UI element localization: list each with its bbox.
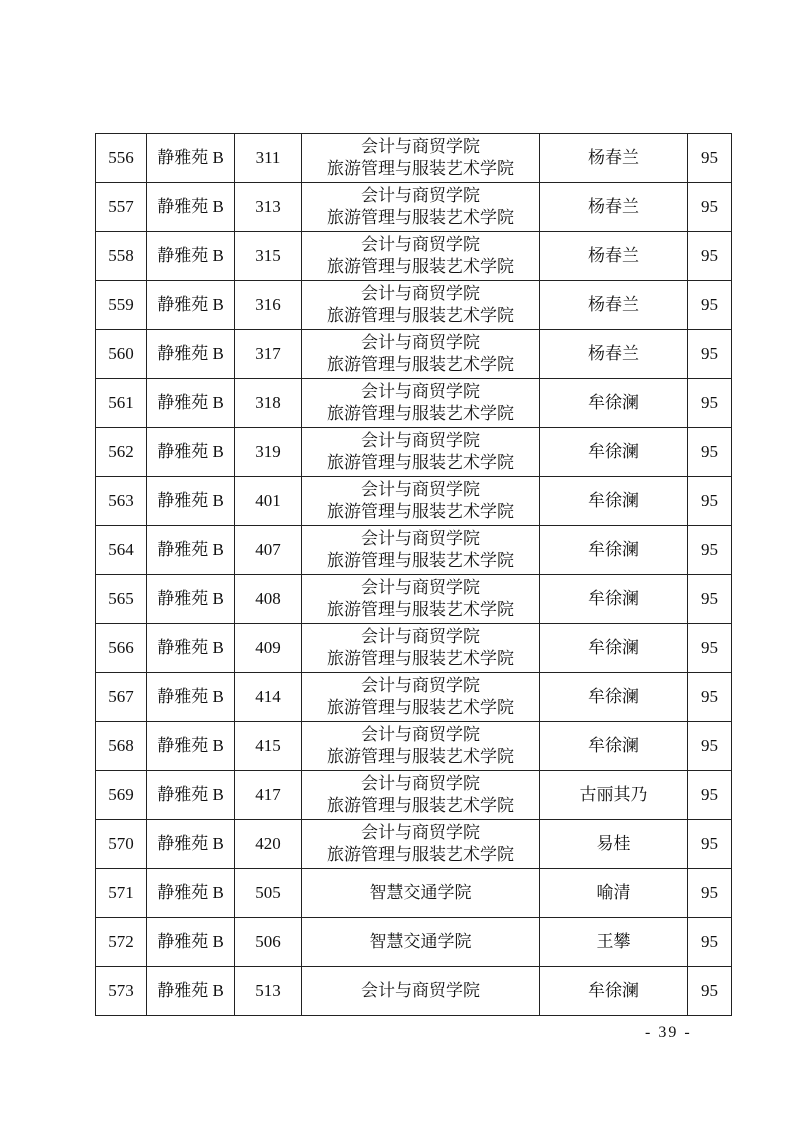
room-number-cell: 409: [235, 624, 302, 673]
college-cell: [302, 281, 540, 330]
college-cell: [302, 918, 540, 967]
responsible-person-cell: 喻清: [540, 869, 688, 918]
table-row: [96, 967, 732, 1016]
score-cell: 95: [688, 183, 732, 232]
responsible-person-cell: 牟徐澜: [540, 673, 688, 722]
score-cell: 95: [688, 771, 732, 820]
table-row: [96, 134, 732, 183]
row-number-cell: 558: [96, 232, 147, 281]
college-name: 会计与商贸学院: [361, 186, 480, 205]
building-cell: 静雅苑 B: [147, 673, 235, 722]
college-name: 旅游管理与服装艺术学院: [327, 502, 514, 521]
dormitory-score-table: [95, 133, 732, 1016]
college-name: 会计与商贸学院: [361, 431, 480, 450]
score-cell: 95: [688, 134, 732, 183]
room-number-cell: 513: [235, 967, 302, 1016]
room-number-cell: 315: [235, 232, 302, 281]
college-cell: [302, 526, 540, 575]
room-number-cell: 414: [235, 673, 302, 722]
table-row: [96, 918, 732, 967]
room-number-cell: 505: [235, 869, 302, 918]
table-row: [96, 820, 732, 869]
college-name: 旅游管理与服装艺术学院: [327, 698, 514, 717]
college-name: 会计与商贸学院: [361, 382, 480, 401]
building-cell: 静雅苑 B: [147, 575, 235, 624]
college-name: 旅游管理与服装艺术学院: [327, 600, 514, 619]
college-name: 智慧交通学院: [369, 883, 472, 902]
row-number-cell: 565: [96, 575, 147, 624]
table-body: [96, 134, 732, 1016]
college-name: 会计与商贸学院: [361, 333, 480, 352]
college-name: 会计与商贸学院: [361, 578, 480, 597]
table-row: [96, 722, 732, 771]
college-name: 会计与商贸学院: [361, 235, 480, 254]
college-cell: [302, 624, 540, 673]
college-name: 会计与商贸学院: [361, 627, 480, 646]
table-row: [96, 624, 732, 673]
page-number: - 39 -: [645, 1024, 692, 1041]
college-cell: [302, 379, 540, 428]
score-cell: 95: [688, 869, 732, 918]
room-number-cell: 319: [235, 428, 302, 477]
responsible-person-cell: 牟徐澜: [540, 428, 688, 477]
score-cell: 95: [688, 624, 732, 673]
college-name: 旅游管理与服装艺术学院: [327, 159, 514, 178]
row-number-cell: 567: [96, 673, 147, 722]
room-number-cell: 311: [235, 134, 302, 183]
building-cell: 静雅苑 B: [147, 771, 235, 820]
college-name: 旅游管理与服装艺术学院: [327, 551, 514, 570]
college-cell: [302, 820, 540, 869]
score-cell: 95: [688, 673, 732, 722]
college-name: 旅游管理与服装艺术学院: [327, 453, 514, 472]
table-row: [96, 379, 732, 428]
college-cell: [302, 722, 540, 771]
college-name: 旅游管理与服装艺术学院: [327, 649, 514, 668]
table-row: [96, 673, 732, 722]
building-cell: 静雅苑 B: [147, 232, 235, 281]
row-number-cell: 557: [96, 183, 147, 232]
score-cell: 95: [688, 477, 732, 526]
building-cell: 静雅苑 B: [147, 281, 235, 330]
college-cell: [302, 771, 540, 820]
score-cell: 95: [688, 918, 732, 967]
building-cell: 静雅苑 B: [147, 330, 235, 379]
score-cell: 95: [688, 722, 732, 771]
score-cell: 95: [688, 232, 732, 281]
responsible-person-cell: 杨春兰: [540, 232, 688, 281]
responsible-person-cell: 易桂: [540, 820, 688, 869]
score-cell: 95: [688, 330, 732, 379]
building-cell: 静雅苑 B: [147, 820, 235, 869]
college-name: 旅游管理与服装艺术学院: [327, 257, 514, 276]
row-number-cell: 569: [96, 771, 147, 820]
responsible-person-cell: 古丽其乃: [540, 771, 688, 820]
table-row: [96, 428, 732, 477]
room-number-cell: 401: [235, 477, 302, 526]
score-cell: 95: [688, 575, 732, 624]
room-number-cell: 317: [235, 330, 302, 379]
score-cell: 95: [688, 379, 732, 428]
table-row: [96, 526, 732, 575]
college-name: 会计与商贸学院: [361, 529, 480, 548]
score-cell: 95: [688, 428, 732, 477]
responsible-person-cell: 杨春兰: [540, 134, 688, 183]
responsible-person-cell: 杨春兰: [540, 183, 688, 232]
responsible-person-cell: 牟徐澜: [540, 575, 688, 624]
college-name: 会计与商贸学院: [361, 823, 480, 842]
responsible-person-cell: 牟徐澜: [540, 526, 688, 575]
row-number-cell: 566: [96, 624, 147, 673]
room-number-cell: 417: [235, 771, 302, 820]
table-row: [96, 477, 732, 526]
college-cell: [302, 232, 540, 281]
room-number-cell: 316: [235, 281, 302, 330]
responsible-person-cell: 王攀: [540, 918, 688, 967]
score-cell: 95: [688, 526, 732, 575]
college-cell: [302, 134, 540, 183]
row-number-cell: 573: [96, 967, 147, 1016]
responsible-person-cell: 杨春兰: [540, 330, 688, 379]
college-name: 会计与商贸学院: [361, 137, 480, 156]
row-number-cell: 571: [96, 869, 147, 918]
row-number-cell: 572: [96, 918, 147, 967]
row-number-cell: 560: [96, 330, 147, 379]
college-name: 旅游管理与服装艺术学院: [327, 404, 514, 423]
row-number-cell: 570: [96, 820, 147, 869]
college-cell: [302, 967, 540, 1016]
row-number-cell: 561: [96, 379, 147, 428]
table-row: [96, 771, 732, 820]
college-name: 会计与商贸学院: [361, 725, 480, 744]
table-row: [96, 232, 732, 281]
college-cell: [302, 869, 540, 918]
table-row: [96, 575, 732, 624]
room-number-cell: 408: [235, 575, 302, 624]
building-cell: 静雅苑 B: [147, 477, 235, 526]
score-cell: 95: [688, 820, 732, 869]
building-cell: 静雅苑 B: [147, 428, 235, 477]
room-number-cell: 506: [235, 918, 302, 967]
row-number-cell: 568: [96, 722, 147, 771]
college-name: 会计与商贸学院: [361, 284, 480, 303]
responsible-person-cell: 牟徐澜: [540, 477, 688, 526]
room-number-cell: 318: [235, 379, 302, 428]
college-name: 旅游管理与服装艺术学院: [327, 845, 514, 864]
college-cell: [302, 477, 540, 526]
responsible-person-cell: 牟徐澜: [540, 379, 688, 428]
college-name: 会计与商贸学院: [361, 774, 480, 793]
college-cell: [302, 428, 540, 477]
building-cell: 静雅苑 B: [147, 183, 235, 232]
building-cell: 静雅苑 B: [147, 967, 235, 1016]
building-cell: 静雅苑 B: [147, 918, 235, 967]
room-number-cell: 415: [235, 722, 302, 771]
college-name: 旅游管理与服装艺术学院: [327, 747, 514, 766]
building-cell: 静雅苑 B: [147, 624, 235, 673]
responsible-person-cell: 牟徐澜: [540, 624, 688, 673]
responsible-person-cell: 杨春兰: [540, 281, 688, 330]
college-name: 旅游管理与服装艺术学院: [327, 208, 514, 227]
row-number-cell: 559: [96, 281, 147, 330]
responsible-person-cell: 牟徐澜: [540, 722, 688, 771]
college-name: 旅游管理与服装艺术学院: [327, 796, 514, 815]
responsible-person-cell: 牟徐澜: [540, 967, 688, 1016]
college-cell: [302, 183, 540, 232]
table-row: [96, 330, 732, 379]
college-cell: [302, 673, 540, 722]
college-name: 会计与商贸学院: [361, 981, 480, 1000]
row-number-cell: 563: [96, 477, 147, 526]
college-cell: [302, 330, 540, 379]
college-cell: [302, 575, 540, 624]
college-name: 会计与商贸学院: [361, 676, 480, 695]
college-name: 智慧交通学院: [369, 932, 472, 951]
score-cell: 95: [688, 967, 732, 1016]
building-cell: 静雅苑 B: [147, 526, 235, 575]
building-cell: 静雅苑 B: [147, 134, 235, 183]
room-number-cell: 313: [235, 183, 302, 232]
room-number-cell: 420: [235, 820, 302, 869]
college-name: 旅游管理与服装艺术学院: [327, 306, 514, 325]
college-name: 会计与商贸学院: [361, 480, 480, 499]
row-number-cell: 562: [96, 428, 147, 477]
row-number-cell: 564: [96, 526, 147, 575]
table-row: [96, 183, 732, 232]
college-name: 旅游管理与服装艺术学院: [327, 355, 514, 374]
table-row: [96, 869, 732, 918]
row-number-cell: 556: [96, 134, 147, 183]
room-number-cell: 407: [235, 526, 302, 575]
building-cell: 静雅苑 B: [147, 722, 235, 771]
building-cell: 静雅苑 B: [147, 379, 235, 428]
table-row: [96, 281, 732, 330]
score-cell: 95: [688, 281, 732, 330]
building-cell: 静雅苑 B: [147, 869, 235, 918]
